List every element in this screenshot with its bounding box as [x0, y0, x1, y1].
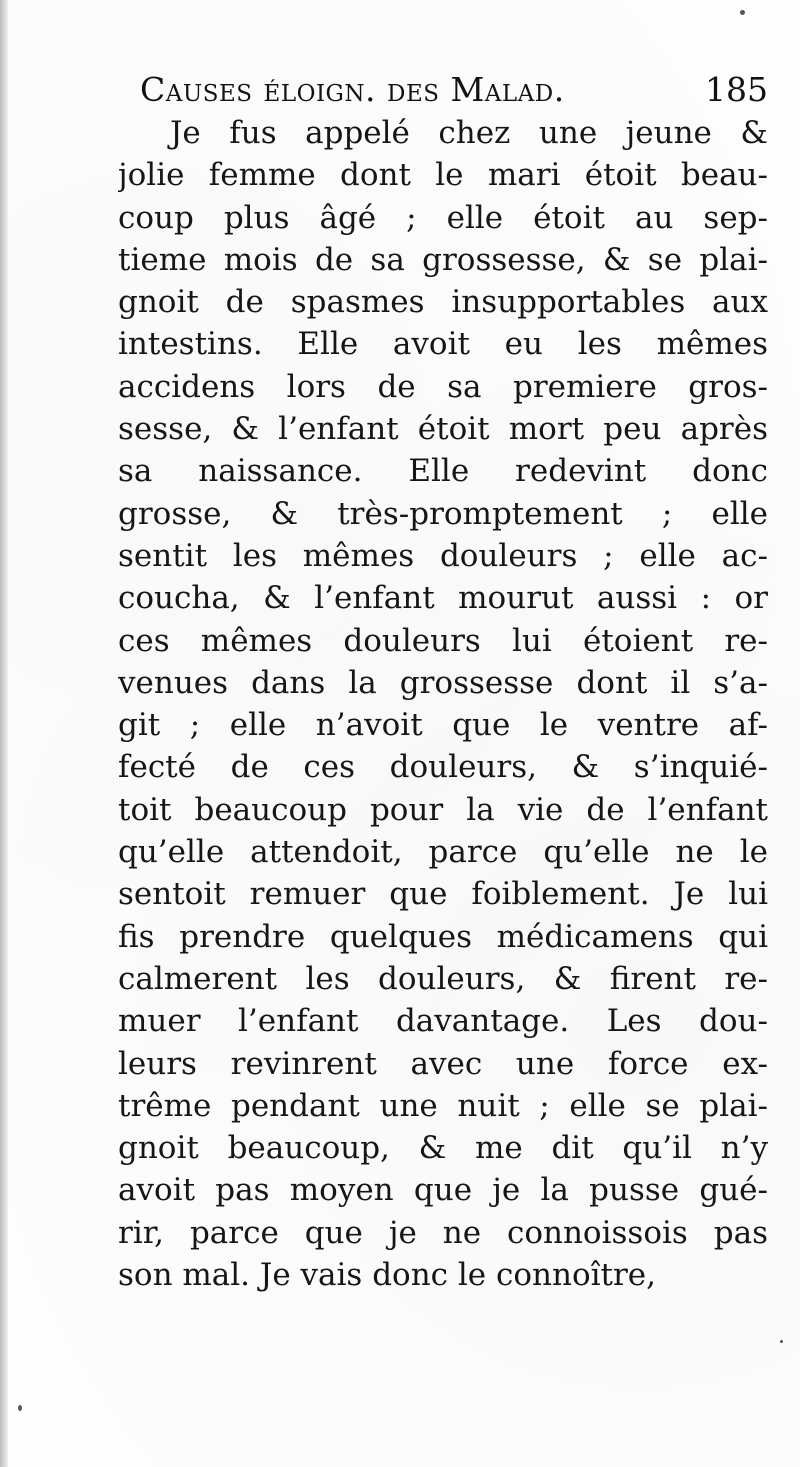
text-line: qu’elle attendoit, parce qu’elle ne le: [118, 834, 768, 871]
text-line: sesse, & l’enfant étoit mort peu après: [118, 411, 768, 448]
paper-speck: [740, 10, 745, 15]
paper-speck: [780, 1340, 783, 1343]
body-text: [118, 112, 768, 1296]
text-line: tieme mois de sa grossesse, & se plai-: [118, 241, 768, 278]
text-line: fecté de ces douleurs, & s’inquié-: [118, 749, 768, 786]
text-line: jolie femme dont le mari étoit beau-: [118, 157, 768, 194]
text-line: sentit les mêmes douleurs ; elle ac-: [118, 537, 768, 574]
text-line: leurs revinrent avec une force ex-: [118, 1045, 768, 1082]
page-number: 185: [705, 70, 768, 109]
running-title: Causes éloign. des Malad.: [140, 70, 565, 109]
text-line: ces mêmes douleurs lui étoient re-: [118, 622, 768, 659]
running-head: [140, 66, 768, 114]
text-line: Je fus appelé chez une jeune &: [170, 115, 768, 151]
text-line: fis prendre quelques médicamens qui: [118, 918, 768, 955]
text-line: gnoit beaucoup, & me dit qu’il n’y: [118, 1130, 768, 1167]
text-line: son mal. Je vais donc le connoître,: [118, 1257, 657, 1294]
text-line: accidens lors de sa premiere gros-: [118, 368, 768, 405]
text-line: intestins. Elle avoit eu les mêmes: [118, 326, 768, 363]
text-line: coucha, & l’enfant mourut aussi : or: [118, 580, 768, 617]
text-line: toit beaucoup pour la vie de l’enfant: [118, 791, 768, 828]
text-line: git ; elle n’avoit que le ventre af-: [118, 707, 768, 744]
text-line: venues dans la grossesse dont il s’a-: [118, 664, 768, 701]
text-line: sa naissance. Elle redevint donc: [118, 453, 768, 490]
page-edge-shadow: [0, 0, 8, 1467]
text-line: gnoit de spasmes insupportables aux: [118, 284, 768, 321]
text-line: trême pendant une nuit ; elle se plai-: [118, 1087, 768, 1124]
text-line: rir, parce que je ne connoissois pas: [118, 1214, 768, 1251]
text-line: coup plus âgé ; elle étoit au sep-: [118, 199, 768, 236]
paper-speck: [18, 1405, 22, 1411]
text-line: calmerent les douleurs, & firent re-: [118, 960, 768, 997]
text-line: sentoit remuer que foiblement. Je lui: [118, 876, 768, 913]
text-line: muer l’enfant davantage. Les dou-: [118, 1003, 768, 1040]
text-line: avoit pas moyen que je la pusse gué-: [118, 1172, 768, 1209]
text-line: grosse, & très-promptement ; elle: [118, 495, 768, 532]
